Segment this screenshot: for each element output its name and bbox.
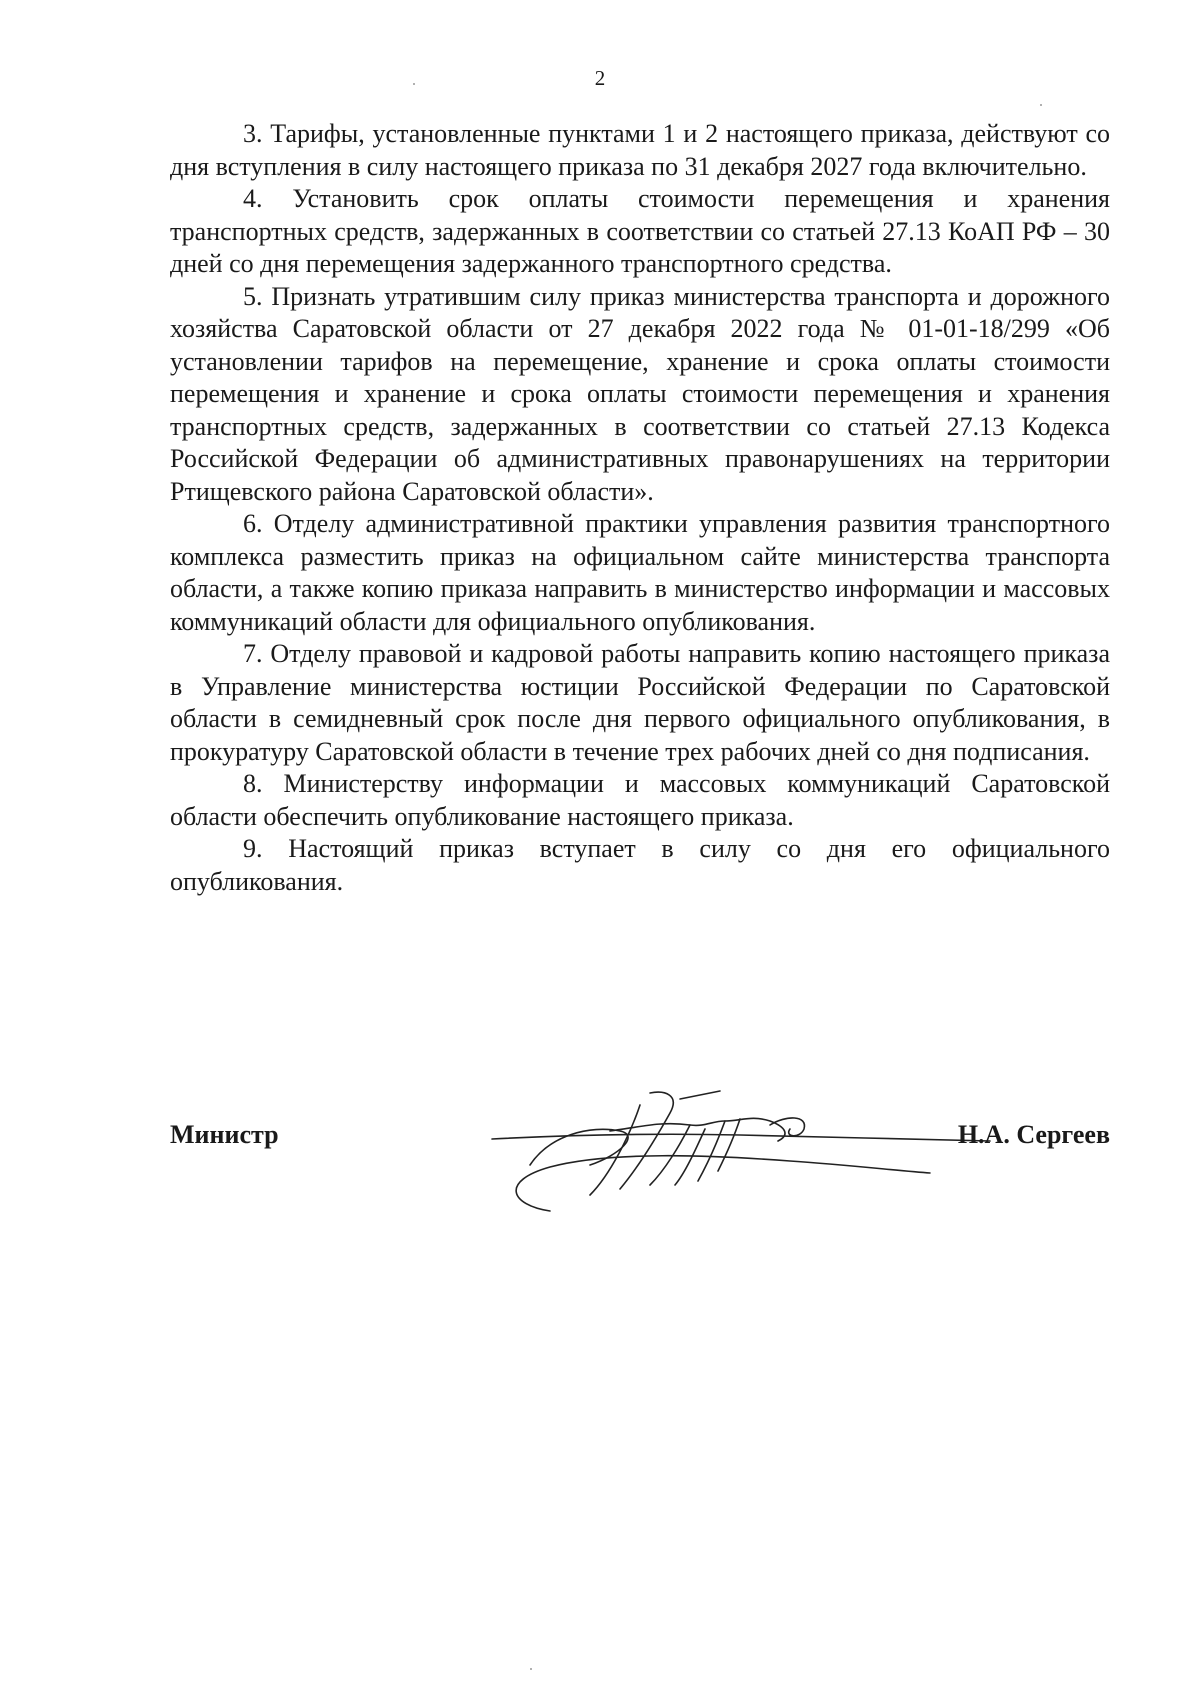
document-body	[170, 118, 1110, 898]
scan-speck	[413, 83, 415, 85]
page-number: 2	[594, 66, 606, 90]
signature-block	[170, 1120, 1110, 1160]
signatory-name: Н.А. Сергеев	[957, 1120, 1110, 1149]
paragraph-4: 4. Установить срок оплаты стоимости перемещения и хранения транспортных средств, задержанных в соответствии со статьей 27.13 КоАП РФ – 30 дней со дня перемещения задержанного транспортного средства.	[170, 184, 1110, 278]
paragraph-9: 9. Настоящий приказ вступает в силу со дня его официального опубликования.	[170, 834, 1110, 896]
paragraph-8: 8. Министерству информации и массовых коммуникаций Саратовской области обеспечить опубликование настоящего приказа.	[170, 769, 1110, 831]
paragraph-3: 3. Тарифы, установленные пунктами 1 и 2 настоящего приказа, действуют со дня вступления в силу настоящего приказа по 31 декабря 2027 года включительно.	[170, 119, 1110, 181]
paragraph-7: 7. Отделу правовой и кадровой работы направить копию настоящего приказа в Управление министерства юстиции Российской Федерации по Саратовской области в семидневный срок после дня первого официального опубликования, в прокуратуру Саратовской области в течение трех рабочих дней со дня подписания.	[170, 639, 1110, 766]
scan-speck	[1040, 104, 1042, 106]
scan-speck	[530, 1668, 532, 1670]
signatory-title: Министр	[170, 1120, 279, 1149]
paragraph-6: 6. Отделу административной практики управления развития транспортного комплекса разместить приказ на официальном сайте министерства транспорта области, а также копию приказа направить в министерство информации и массовых коммуникаций области для официального опубликования.	[170, 509, 1110, 636]
paragraph-5: 5. Признать утратившим силу приказ министерства транспорта и дорожного хозяйства Саратовской области от 27 декабря 2022 года № 01-01-18/299 «Об установлении тарифов на перемещение, хранение и срока оплаты стоимости перемещения и хранение и срока оплаты стоимости перемещения и хранения транспортных средств, задержанных в соответствии со статьей 27.13 Кодекса Российской Федерации об административных правонарушениях на территории Ртищевского района Саратовской области».	[170, 281, 1110, 506]
